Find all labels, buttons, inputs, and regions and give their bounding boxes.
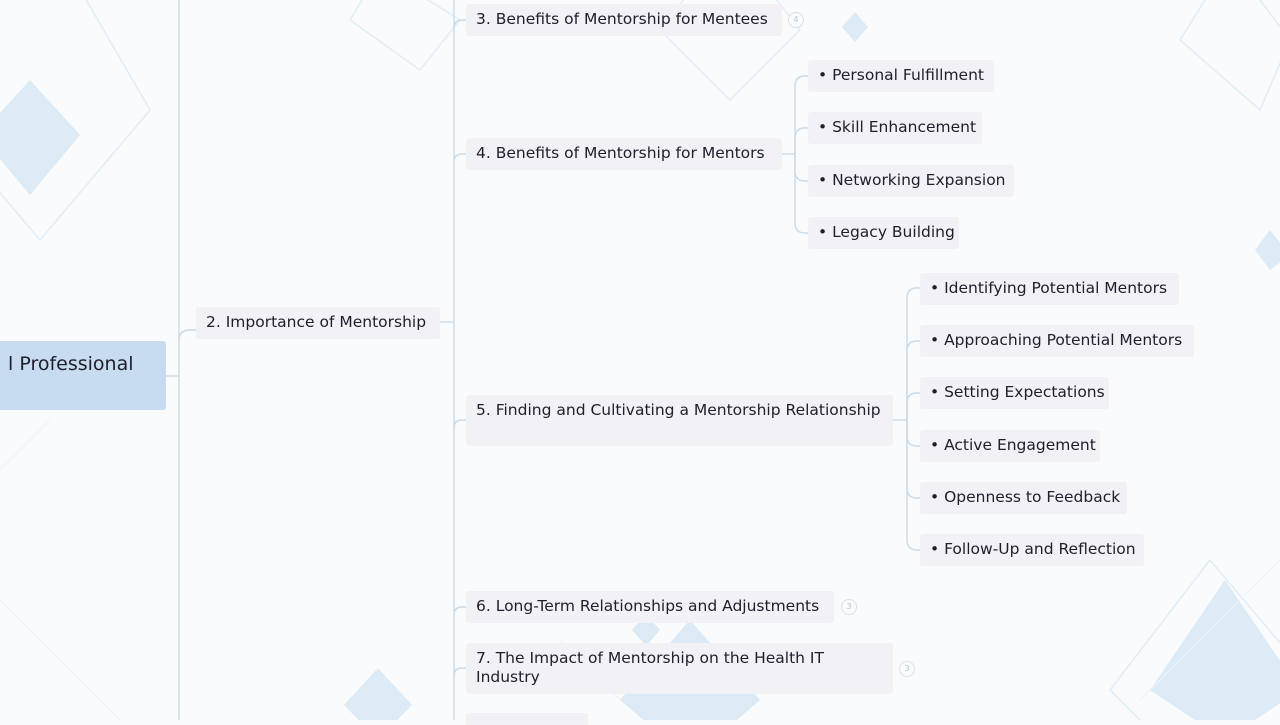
leaf-setting-expectations[interactable]: [920, 377, 1109, 409]
leaf-label: • Follow-Up and Reflection: [930, 540, 1136, 558]
node-benefits-mentees[interactable]: [466, 4, 782, 36]
root-node[interactable]: [0, 341, 166, 410]
leaf-identifying-mentors[interactable]: [920, 273, 1179, 305]
leaf-openness-feedback[interactable]: [920, 482, 1127, 514]
leaf-approaching-mentors[interactable]: [920, 325, 1194, 357]
node-long-term-relationships[interactable]: [466, 591, 834, 623]
node-label: 3. Benefits of Mentorship for Mentees: [476, 10, 768, 28]
collapsed-count-badge[interactable]: 3: [899, 661, 915, 677]
node-importance-of-mentorship[interactable]: [196, 307, 440, 339]
root-node-label: l Professional: [8, 353, 134, 375]
leaf-networking-expansion[interactable]: [808, 165, 1014, 197]
leaf-legacy-building[interactable]: [808, 217, 959, 249]
leaf-active-engagement[interactable]: [920, 430, 1100, 462]
node-label: 5. Finding and Cultivating a Mentorship Relationship: [476, 401, 881, 419]
leaf-label: • Openness to Feedback: [930, 488, 1121, 506]
leaf-personal-fulfillment[interactable]: [808, 60, 994, 92]
leaf-label: • Approaching Potential Mentors: [930, 331, 1183, 349]
leaf-label: • Networking Expansion: [818, 171, 1006, 189]
node-impact-health-it[interactable]: [466, 643, 893, 694]
leaf-skill-enhancement[interactable]: [808, 112, 982, 144]
node-benefits-mentors[interactable]: [466, 138, 782, 170]
leaf-label: • Legacy Building: [818, 223, 955, 241]
collapsed-count-badge[interactable]: 3: [841, 599, 857, 615]
leaf-follow-up-reflection[interactable]: [920, 534, 1144, 566]
node-label: 7. The Impact of Mentorship on the Health IT Industry: [476, 649, 824, 686]
leaf-label: • Personal Fulfillment: [818, 66, 984, 84]
next-section-node-partial[interactable]: [466, 713, 588, 725]
node-label: 4. Benefits of Mentorship for Mentors: [476, 144, 765, 162]
leaf-label: • Skill Enhancement: [818, 118, 977, 136]
leaf-label: • Active Engagement: [930, 436, 1096, 454]
node-finding-cultivating[interactable]: [466, 395, 893, 446]
node-label: 2. Importance of Mentorship: [206, 313, 427, 331]
collapsed-count-badge[interactable]: 4: [788, 12, 804, 28]
node-label: 6. Long-Term Relationships and Adjustments: [476, 597, 820, 615]
leaf-label: • Setting Expectations: [930, 383, 1105, 401]
leaf-label: • Identifying Potential Mentors: [930, 279, 1168, 297]
